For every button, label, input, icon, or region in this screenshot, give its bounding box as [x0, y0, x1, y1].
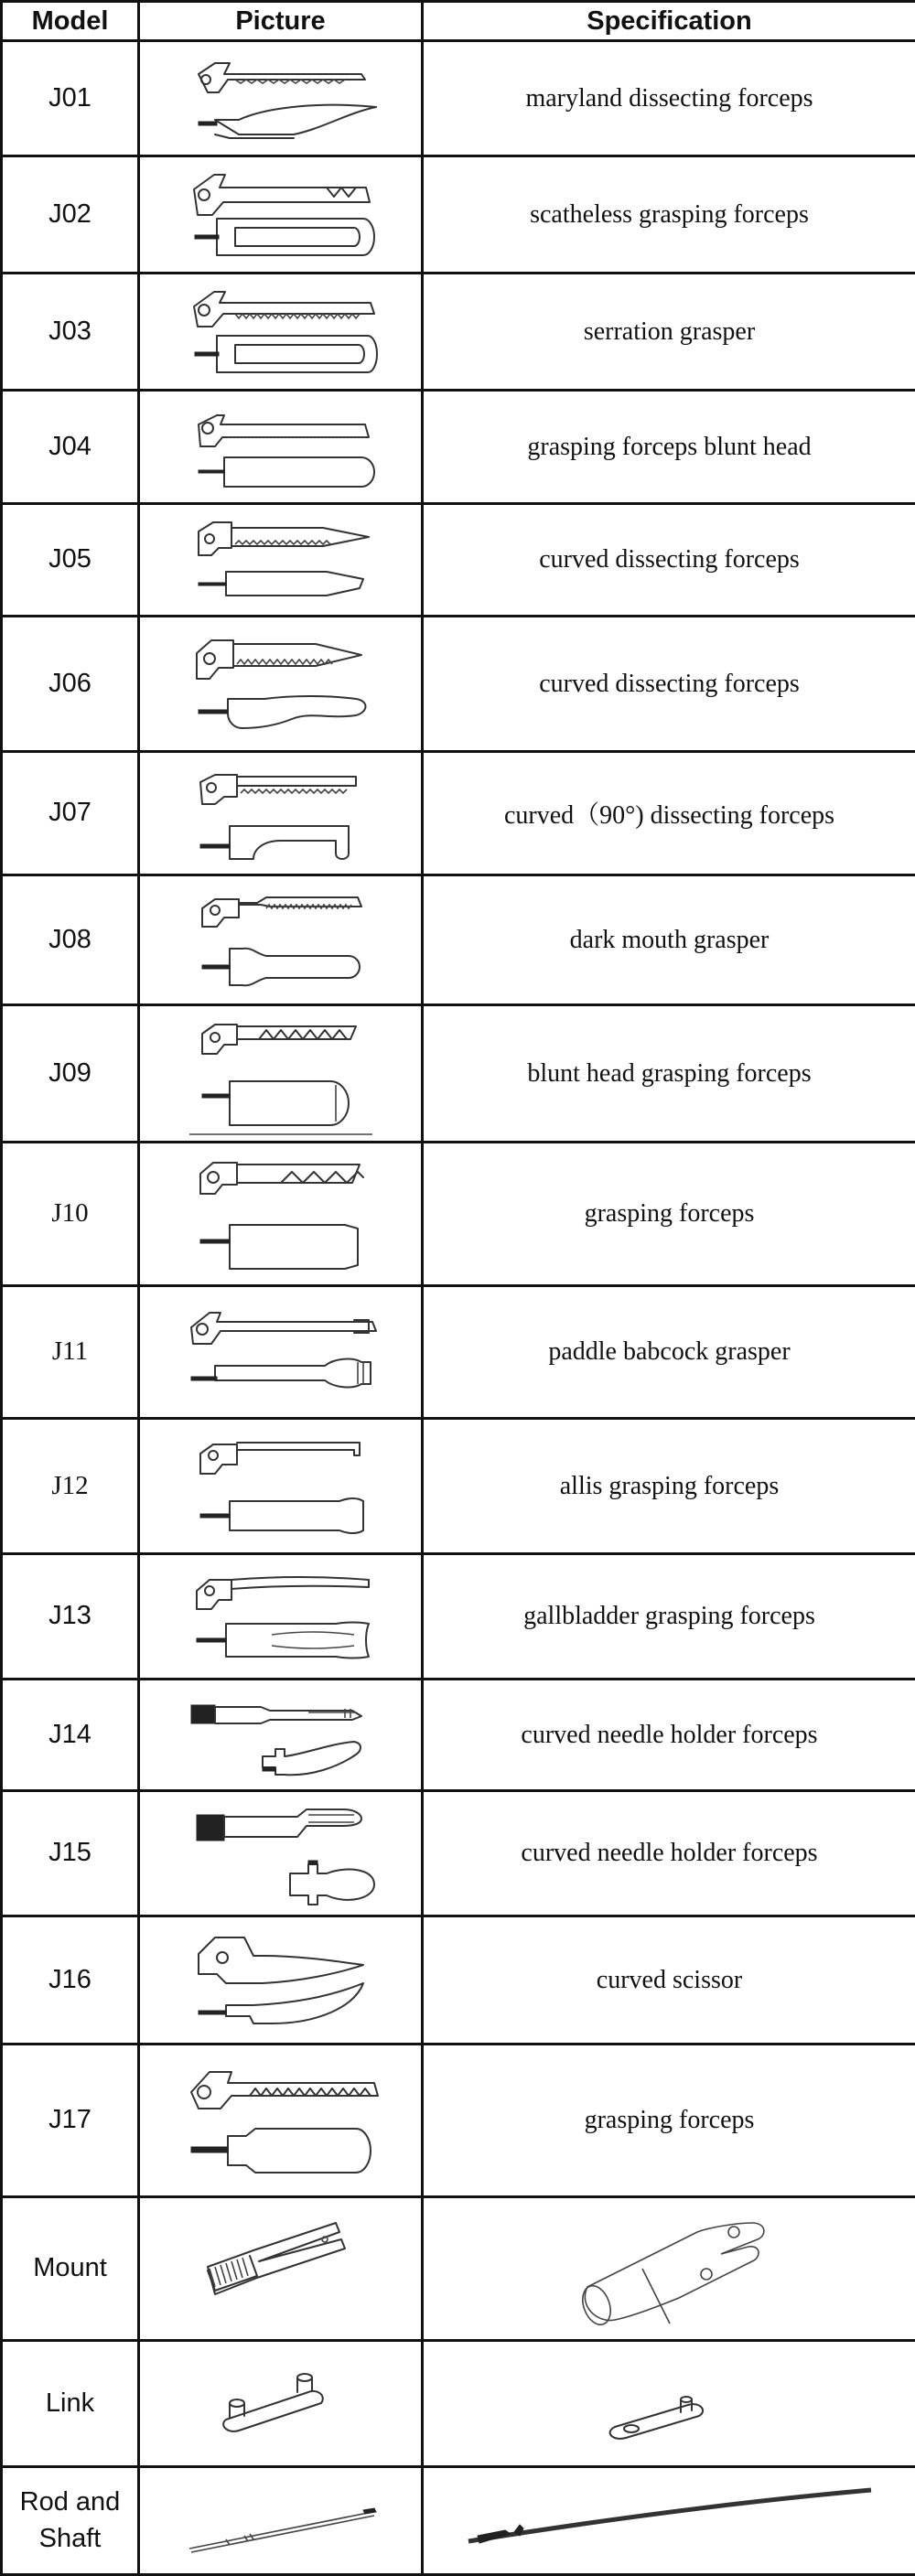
spec-cell: grasping forceps blunt head	[423, 391, 915, 504]
header-model: Model	[2, 2, 139, 41]
model-cell: J11	[2, 1286, 139, 1419]
picture-cell	[139, 1680, 423, 1791]
header-specification: Specification	[423, 2, 915, 41]
spec-cell: curved dissecting forceps	[423, 504, 915, 617]
model-cell: J09	[2, 1005, 139, 1143]
picture-cell	[139, 504, 423, 617]
picture-cell	[139, 1916, 423, 2045]
spec-cell: gallbladder grasping forceps	[423, 1554, 915, 1680]
model-cell: J05	[2, 504, 139, 617]
table-row	[2, 274, 915, 391]
link-part-small-icon	[578, 2354, 761, 2454]
model-cell: J06	[2, 617, 139, 752]
model-cell: J12	[2, 1419, 139, 1554]
curved-needle-holder-icon	[171, 1685, 391, 1786]
model-cell: J04	[2, 391, 139, 504]
table-row	[2, 1680, 915, 1791]
spec-cell: maryland dissecting forceps	[423, 41, 915, 156]
picture-cell	[139, 2045, 423, 2197]
grasping-forceps-icon	[171, 1148, 391, 1281]
scatheless-grasping-forceps-icon	[171, 162, 391, 267]
table-row	[2, 1791, 915, 1916]
picture-cell	[139, 41, 423, 156]
picture-cell	[139, 156, 423, 274]
picture-cell	[139, 1143, 423, 1286]
spec-cell	[423, 2341, 915, 2467]
spec-cell: allis grasping forceps	[423, 1419, 915, 1554]
table-header-row	[2, 2, 915, 41]
rod-dark-icon	[450, 2475, 889, 2567]
header-picture: Picture	[139, 2, 423, 41]
blunt-head-forceps-icon	[171, 397, 391, 498]
spec-cell: dark mouth grasper	[423, 875, 915, 1005]
model-cell: J08	[2, 875, 139, 1005]
model-cell: J02	[2, 156, 139, 274]
spec-cell: scatheless grasping forceps	[423, 156, 915, 274]
table-row	[2, 2197, 915, 2341]
table-row	[2, 156, 915, 274]
mount-part-icon	[171, 2203, 391, 2335]
picture-cell	[139, 2197, 423, 2341]
picture-cell	[139, 875, 423, 1005]
table-row	[2, 41, 915, 156]
picture-cell	[139, 2341, 423, 2467]
table-row	[2, 1005, 915, 1143]
picture-cell	[139, 1005, 423, 1143]
model-cell: J07	[2, 752, 139, 875]
rod-and-shaft-icon	[171, 2475, 391, 2567]
curved-dissecting-forceps-icon	[171, 510, 391, 610]
curved-90-dissecting-forceps-icon	[171, 757, 391, 871]
model-cell: J14	[2, 1680, 139, 1791]
spec-cell: curved scissor	[423, 1916, 915, 2045]
mount-clevis-icon	[551, 2205, 789, 2333]
curved-needle-holder-icon	[171, 1797, 391, 1911]
picture-cell	[139, 1286, 423, 1419]
table-row	[2, 391, 915, 504]
model-cell: J01	[2, 41, 139, 156]
spec-cell: paddle babcock grasper	[423, 1286, 915, 1419]
serration-grasper-icon	[171, 279, 391, 384]
picture-cell	[139, 2467, 423, 2575]
model-cell: Mount	[2, 2197, 139, 2341]
paddle-babcock-grasper-icon	[171, 1293, 391, 1411]
picture-cell	[139, 1554, 423, 1680]
spec-cell: curved needle holder forceps	[423, 1791, 915, 1916]
model-cell	[2, 2467, 139, 2575]
spec-cell: grasping forceps	[423, 1143, 915, 1286]
allis-grasping-forceps-icon	[171, 1424, 391, 1548]
model-label: Rod and Shaft	[11, 2485, 130, 2556]
table-row	[2, 1419, 915, 1554]
gallbladder-grasping-forceps-icon	[171, 1560, 391, 1674]
table-row	[2, 1143, 915, 1286]
model-cell: J10	[2, 1143, 139, 1286]
spec-cell: serration grasper	[423, 274, 915, 391]
picture-cell	[139, 752, 423, 875]
picture-cell	[139, 1791, 423, 1916]
picture-cell	[139, 274, 423, 391]
model-cell: J16	[2, 1916, 139, 2045]
table-row	[2, 2341, 915, 2467]
blunt-head-grasping-forceps-icon	[171, 1010, 391, 1138]
table-row	[2, 617, 915, 752]
table-row	[2, 1916, 915, 2045]
table-row	[2, 2467, 915, 2575]
spec-cell: blunt head grasping forceps	[423, 1005, 915, 1143]
maryland-dissecting-forceps-icon	[171, 48, 391, 149]
spec-cell: curved needle holder forceps	[423, 1680, 915, 1791]
picture-cell	[139, 1419, 423, 1554]
table-row	[2, 752, 915, 875]
model-cell: Link	[2, 2341, 139, 2467]
dark-mouth-grasper-icon	[171, 881, 391, 1000]
link-part-icon	[171, 2346, 391, 2461]
model-cell: J15	[2, 1791, 139, 1916]
grasping-forceps-icon	[171, 2050, 391, 2192]
model-cell: J17	[2, 2045, 139, 2197]
curved-dissecting-forceps-icon	[171, 622, 391, 746]
picture-cell	[139, 391, 423, 504]
table-row	[2, 1286, 915, 1419]
table-row	[2, 875, 915, 1005]
model-cell: J03	[2, 274, 139, 391]
spec-cell	[423, 2467, 915, 2575]
table-row	[2, 504, 915, 617]
spec-cell: curved dissecting forceps	[423, 617, 915, 752]
spec-cell: grasping forceps	[423, 2045, 915, 2197]
curved-scissor-icon	[171, 1921, 391, 2040]
table-row	[2, 1554, 915, 1680]
picture-cell	[139, 617, 423, 752]
model-cell: J13	[2, 1554, 139, 1680]
table-row	[2, 2045, 915, 2197]
spec-cell: curved（90°) dissecting forceps	[423, 752, 915, 875]
spec-cell	[423, 2197, 915, 2341]
